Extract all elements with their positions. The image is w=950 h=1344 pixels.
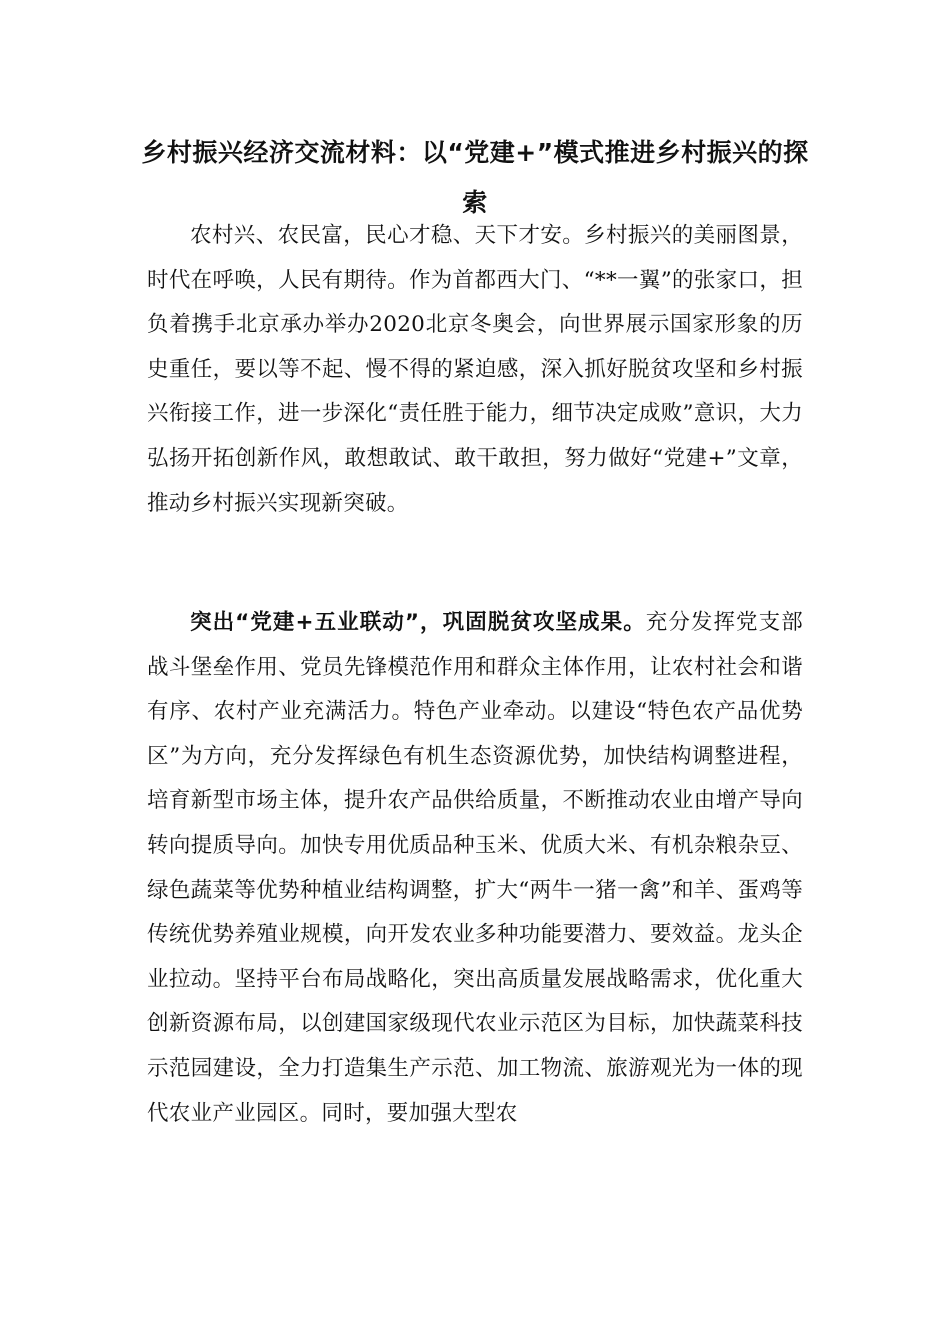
paragraph-intro: [147, 214, 803, 526]
paragraph-body: 农村兴、农民富，民心才稳、天下才安。乡村振兴的美丽图景，时代在呼唤，人民有期待。作为首都西大门、“**一翼”的张家口，担负着携手北京承办举办2020北京冬奥会，向世界展示国家形象的历史重任，要以等不起、慢不得的紧迫感，深入抓好脱贫攻坚和乡村振兴衔接工作，进一步深化“责任胜于能力，细节决定成败”意识，大力弘扬开拓创新作风，敢想敢试、敢干敢担，努力做好“党建+”文章，推动乡村振兴实现新突破。: [147, 223, 803, 516]
paragraph-section-1: [147, 601, 803, 1136]
paragraph-lead: 突出“党建+五业联动”，巩固脱贫攻坚成果。: [190, 610, 646, 635]
document-title: 乡村振兴经济交流材料：以“党建+”模式推进乡村振兴的探索: [141, 138, 809, 217]
paragraph-body: 充分发挥党支部战斗堡垒作用、党员先锋模范作用和群众主体作用，让农村社会和谐有序、农村产业充满活力。特色产业牵动。以建设“特色农产品优势区”为方向，充分发挥绿色有机生态资源优势，加快结构调整进程，培育新型市场主体，提升农产品供给质量，不断推动农业由增产导向转向提质导向。加快专用优质品种玉米、优质大米、有机杂粮杂豆、绿色蔬菜等优势种植业结构调整，扩大“两牛一猪一禽”和羊、蛋鸡等传统优势养殖业规模，向开发农业多种功能要潜力、要效益。龙头企业拉动。坚持平台布局战略化，突出高质量发展战略需求，优化重大创新资源布局，以创建国家级现代农业示范区为目标，加快蔬菜科技示范园建设，全力打造集生产示范、加工物流、旅游观光为一体的现代农业产业园区。同时，要加强大型农: [147, 610, 803, 1126]
